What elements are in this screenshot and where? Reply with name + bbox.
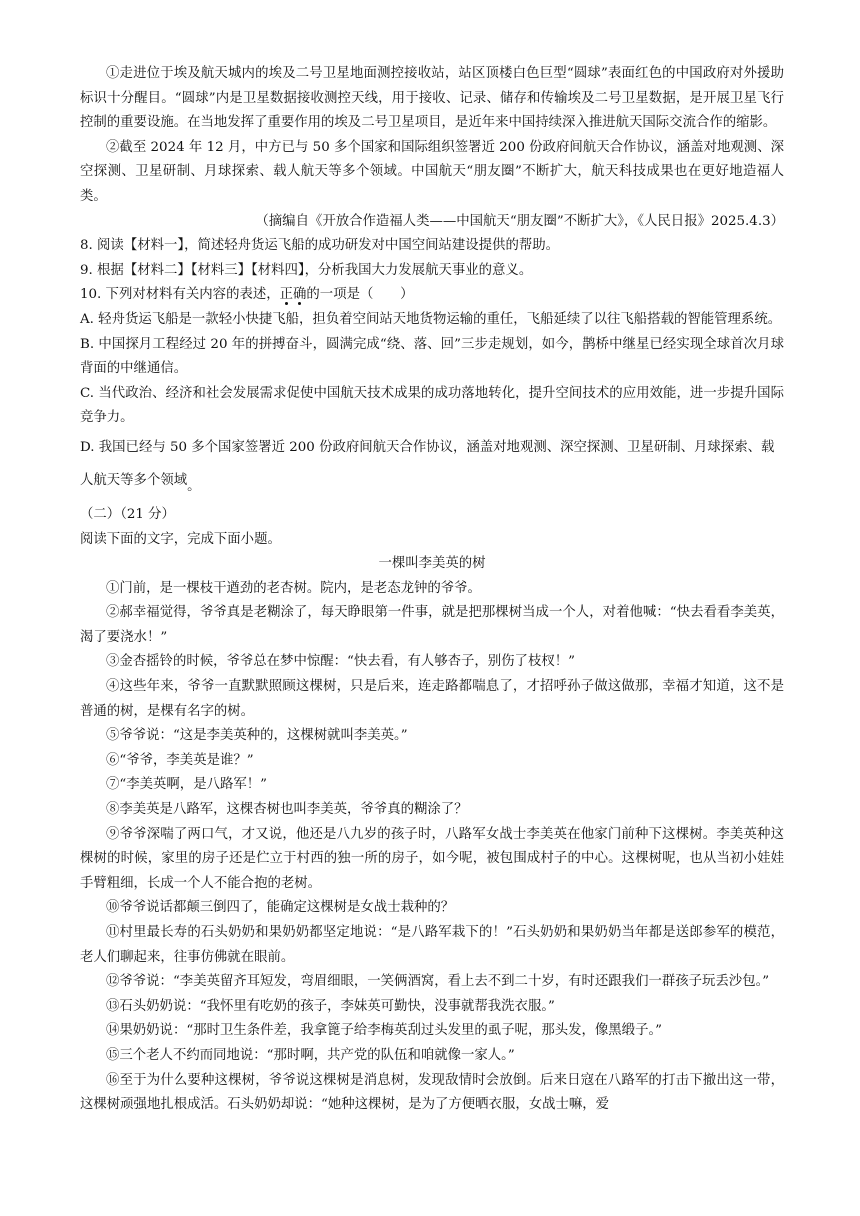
question-8: 8. 阅读【材料一】，简述轻舟货运飞船的成功研发对中国空间站建设提供的帮助。 [80,238,560,254]
question-9: 9. 根据【材料二】【材料三】【材料四】，分析我国大力发展航天事业的意义。 [80,262,533,278]
section-2-header: （二）（21 分） [80,506,175,522]
story-paragraph: ⑧李美英是八路军，这棵杏树也叫李美英，爷爷真的糊涂了？ [106,802,468,818]
material-paragraph-1: ①走进位于埃及航天城内的埃及二号卫星地面测控接收站，站区顶楼白色巨型“圆球”表面红色的中国政府对外援助标识十分醒目。“圆球”内是卫星数据接收测控天线，用于接收、记录、储存和传输埃及二号卫星数据，是开展卫星飞行控制的重要设施。在当地发挥了重要作用的埃及二号卫星项目，是近年来中国持续深入推进航天国际交流合作的缩影。 [80,66,784,131]
material-paragraph-2: ②截至 2024 年 12 月，中方已与 50 多个国家和国际组织签署近 200 份政府间航天合作协议，涵盖对地观测、深空探测、卫星研制、月球探索、载人航天等多个领域。中国航天“朋友圈”不断扩大，航天科技成果也在更好地造福人类。 [80,139,784,204]
option-c: C. 当代政治、经济和社会发展需求促使中国航天技术成果的成功落地转化，提升空间技术的应用效能，进一步提升国际竞争力。 [80,385,784,426]
question-10-prefix: 10. 下列对材料有关内容的表述， [80,287,280,303]
question-10 [80,283,784,308]
story-paragraph: ①门前，是一棵枝干遒劲的老杏树。院内，是老态龙钟的爷爷。 [106,580,481,596]
question-10-suffix: 的一项是（ ） [306,287,414,303]
option-d [80,431,784,497]
story-paragraph: ②郝幸福觉得，爷爷真是老糊涂了，每天睁眼第一件事，就是把那棵树当成一个人，对着他喊：“快去看看李美英，渴了要浇水！” [80,605,784,645]
story-paragraph: ⑦“李美英啊，是八路军！” [106,777,267,793]
story-paragraph: ⑭果奶奶说：“那时卫生条件差，我拿篦子给李梅英刮过头发里的虱子呢，那头发，像黑缎子。” [106,1023,663,1039]
story-paragraph: ③金杏摇铃的时候，爷爷总在梦中惊醒：“快去看，有人够杏子，别伤了枝杈！” [106,654,575,670]
option-d-end: 。 [187,478,201,494]
story-paragraph: ⑮三个老人不约而同地说：“那时啊，共产党的队伍和咱就像一家人。” [106,1047,515,1063]
story-paragraph: ⑨爷爷深喘了两口气，才又说，他还是八九岁的孩子时，八路军女战士李美英在他家门前种下这棵树。李美英种这棵树的时候，家里的房子还是伫立于村西的独一所的房子，如今呢，被包围成村子的中心。这棵树呢，也从当初小娃娃手臂粗细，长成一个人不能合抱的老树。 [80,826,784,891]
story-paragraph: ⑩爷爷说话都颠三倒四了，能确定这棵树是女战士栽种的？ [106,900,455,916]
option-d-text: D. 我国已经与 50 多个国家签署近 200 份政府间航天合作协议，涵盖对地观测、深空探测、卫星研制、月球探索、载人航天等多个领域 [80,439,775,488]
story-paragraph: ④这些年来，爷爷一直默默照顾这棵树，只是后来，连走路都喘息了，才招呼孙子做这做那，幸福才知道，这不是普通的树，是棵有名字的树。 [80,679,784,719]
section-2-instruction: 阅读下面的文字，完成下面小题。 [80,531,281,547]
story-title: 一棵叫李美英的树 [378,556,486,572]
story-paragraph: ⑫爷爷说：“李美英留齐耳短发，弯眉细眼，一笑俩酒窝，看上去不到二十岁，有时还跟我们一群孩子玩丢沙包。” [106,974,770,990]
option-a: A. 轻舟货运飞船是一款轻小快捷飞船，担负着空间站天地货物运输的重任，飞船延续了以往飞船搭载的智能管理系统。 [80,311,782,327]
emphasis-char-2: 确 [293,287,307,303]
material-source: （摘编自《开放合作造福人类——中国航天“朋友圈”不断扩大》，《人民日报》2025.4.3） [255,213,784,229]
option-b: B. 中国探月工程经过 20 年的拼搏奋斗，圆满完成“绕、落、回”三步走规划，如今，鹊桥中继星已经实现全球首次月球背面的中继通信。 [80,336,784,377]
story-paragraph: ⑤爷爷说：“这是李美英种的，这棵树就叫李美英。” [106,728,408,744]
emphasis-char-1: 正 [279,287,294,303]
story-paragraph: ⑯至于为什么要种这棵树，爷爷说这棵树是消息树，发现敌情时会放倒。后来日寇在八路军的打击下撤出这一带，这棵树顽强地扎根成活。石头奶奶却说：“她种这棵树，是为了方便晒衣服，女战士嘛，爱 [80,1072,784,1113]
story-paragraph: ⑥“爷爷，李美英是谁？” [106,752,254,768]
story-paragraph: ⑪村里最长寿的石头奶奶和果奶奶都坚定地说：“是八路军栽下的！”石头奶奶和果奶奶当年都是送郎参军的模范，老人们聊起来，往事仿佛就在眼前。 [80,925,784,965]
story-paragraph: ⑬石头奶奶说：“我怀里有吃奶的孩子，李妹英可勤快，没事就帮我洗衣服。” [106,998,555,1014]
exam-page [80,62,784,1118]
